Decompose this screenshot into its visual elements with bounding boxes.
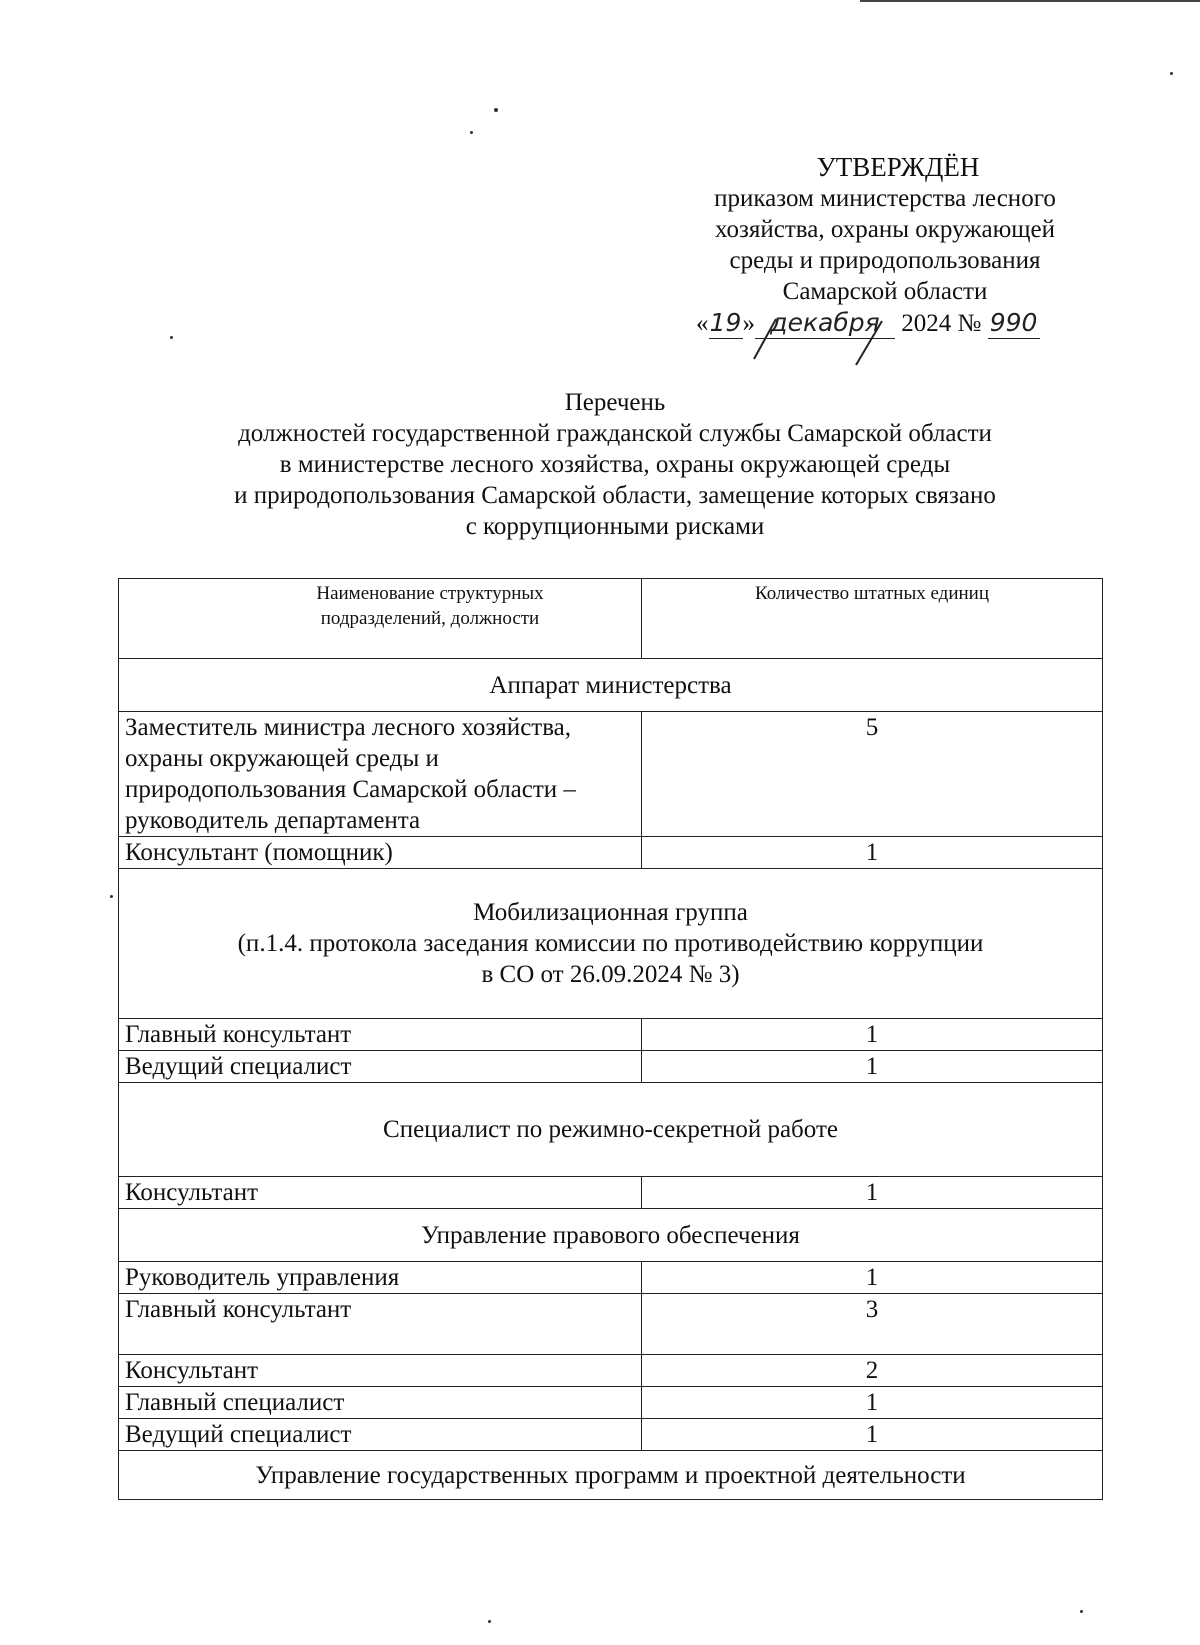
table-row [119, 1355, 1103, 1387]
position-count: 2 [642, 1355, 1103, 1387]
title-line: с коррупционными рисками [465, 513, 765, 540]
table-row [119, 1387, 1103, 1419]
scan-speck [1080, 1610, 1083, 1613]
position-name: Заместитель министра лесного хозяйства, охраны окружающей среды и природопользования Самарской области – руководитель департамента [119, 712, 642, 837]
position-name: Ведущий специалист [119, 1419, 642, 1451]
position-name: Главный консультант [119, 1019, 642, 1051]
table-row [119, 1419, 1103, 1451]
position-name: Главный консультант [119, 1294, 642, 1355]
position-count: 1 [642, 1019, 1103, 1051]
position-count: 1 [642, 1387, 1103, 1419]
scan-speck [110, 895, 113, 898]
top-edge-line [860, 0, 1200, 2]
table-row [119, 659, 1103, 712]
table-row [119, 869, 1103, 1019]
scan-speck [494, 108, 498, 112]
table-row [119, 837, 1103, 869]
position-name: Консультант [119, 1177, 642, 1209]
scan-speck [1170, 72, 1173, 75]
position-name: Консультант [119, 1355, 642, 1387]
position-count: 1 [642, 1177, 1103, 1209]
approval-year: 2024 [901, 310, 952, 337]
quote-close: » [742, 310, 755, 337]
title-line: и природопользования Самарской области, замещение которых связано [234, 482, 996, 509]
section-line: (п.1.4. протокола заседания комиссии по противодействию коррупции [237, 930, 984, 957]
quote-open: « [696, 310, 709, 337]
position-count: 1 [642, 1262, 1103, 1294]
scan-speck [488, 1620, 491, 1623]
positions-table [118, 578, 1103, 1500]
position-name: Руководитель управления [119, 1262, 642, 1294]
handwritten-signature-strokes [750, 317, 910, 367]
table-row [119, 1451, 1103, 1500]
scan-speck [470, 131, 473, 134]
section-title [119, 869, 1103, 1019]
approval-line: среды и природопользования [729, 247, 1041, 274]
position-count: 1 [642, 837, 1103, 869]
approval-heading: УТВЕРЖДЁН [816, 152, 980, 182]
title-line: в министерстве лесного хозяйства, охраны окружающей среды [279, 451, 951, 478]
approval-day: 19 [709, 308, 742, 337]
table-row [119, 1177, 1103, 1209]
document-title [120, 387, 1110, 542]
section-title: Управление правового обеспечения [119, 1209, 1103, 1262]
position-name: Ведущий специалист [119, 1051, 642, 1083]
table-row [119, 1051, 1103, 1083]
title-line: должностей государственной гражданской службы Самарской области [238, 420, 992, 447]
table-row [119, 1083, 1103, 1177]
approval-line: приказом министерства лесного [714, 185, 1056, 212]
position-count: 1 [642, 1419, 1103, 1451]
section-title: Специалист по режимно-секретной работе [119, 1083, 1103, 1177]
approval-date-number [660, 307, 1110, 343]
position-name: Консультант (помощник) [119, 837, 642, 869]
section-title: Управление государственных программ и проектной деятельности [119, 1451, 1103, 1500]
approval-line: хозяйства, охраны окружающей [714, 216, 1056, 243]
approval-stamp [660, 152, 1110, 343]
position-count: 3 [642, 1294, 1103, 1355]
section-line: Мобилизационная группа [473, 899, 748, 926]
table-row [119, 712, 1103, 837]
approval-number: 990 [988, 307, 1040, 339]
number-sign: № [957, 310, 982, 337]
approval-line: Самарской области [782, 278, 988, 305]
section-line: в СО от 26.09.2024 № 3) [481, 961, 740, 988]
title-heading: Перечень [564, 389, 666, 416]
table-row [119, 1294, 1103, 1355]
position-name: Главный специалист [119, 1387, 642, 1419]
header-count: Количество штатных единиц [642, 579, 1103, 659]
table-row [119, 1262, 1103, 1294]
table-header [119, 579, 1103, 659]
position-count: 5 [642, 712, 1103, 837]
table-row [119, 1019, 1103, 1051]
section-title: Аппарат министерства [119, 659, 1103, 712]
approval-month: декабря [755, 307, 895, 339]
header-name: Наименование структурных подразделений, должности [119, 579, 642, 659]
table-row [119, 1209, 1103, 1262]
position-count: 1 [642, 1051, 1103, 1083]
scan-speck [170, 336, 173, 339]
